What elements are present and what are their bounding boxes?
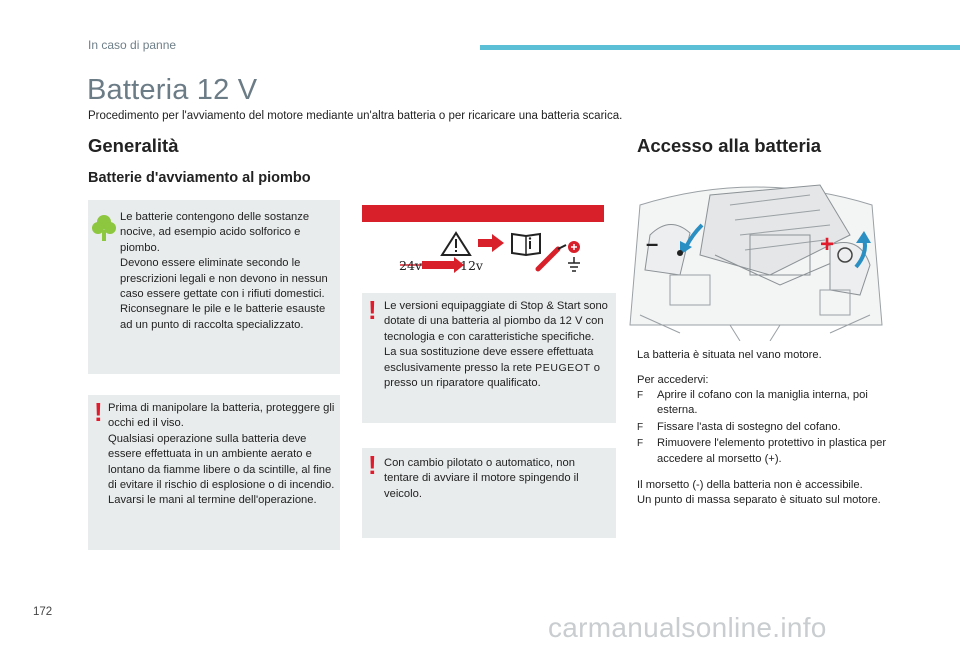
access-steps-list: [637, 388, 899, 468]
voltage-from-label: 24v: [399, 258, 422, 273]
section-label: In caso di panne: [88, 38, 177, 52]
gearbox-warning-text: Con cambio pilotato o automatico, non tentare di avviare il motore spingendo il veicolo.: [384, 457, 579, 500]
subheading-lead-batteries: Batterie d'avviamento al piombo: [88, 170, 311, 186]
eco-box-text: Le batterie contengono delle sostanze nocive, ad esempio acido solforico e piombo. Devono essere eliminate secondo le prescrizioni legali e non devono in nessun caso essere gettate con i rifiuti domestici. Riconsegnare le pile e le batterie esauste ad un punto di raccolta specializzato.: [120, 211, 328, 331]
list-item: [637, 420, 899, 435]
battery-location-caption: La batteria è situata nel vano motore.: [637, 349, 822, 361]
engine-bay-illustration: [620, 175, 892, 341]
stop-start-text: [384, 299, 612, 391]
warning-icon: !: [368, 450, 377, 480]
page-subtitle: Procedimento per l'avviamento del motore mediante un'altra batteria o per ricaricare una batteria scarica.: [88, 110, 623, 122]
stop-start-text-part1: Le versioni equipaggiate di Stop & Start sono dotate di una batteria al piombo da 12 V con tecnologia e con caratteristiche specifiche. La sua sostituzione deve essere effettuata esclusivamente presso la rete: [384, 300, 608, 374]
stop-start-text-part2: o presso un riparatore qualificato.: [384, 361, 600, 390]
page-title: Batteria 12 V: [87, 74, 258, 106]
brand-name: PEUGEOT: [535, 361, 591, 374]
bullet-icon: F: [637, 390, 644, 401]
step-text: Aprire il cofano con la maniglia interna, poi esterna.: [657, 389, 868, 417]
step-text: Fissare l'asta di sostegno del cofano.: [657, 420, 841, 433]
step-text: Rimuovere l'elemento protettivo in plastica per accedere al morsetto (+).: [657, 437, 887, 465]
bullet-icon: F: [637, 438, 644, 450]
heading-accesso-batteria: Accesso alla batteria: [637, 135, 822, 156]
access-intro: Per accedervi:: [637, 374, 709, 386]
gearbox-warning-box: [362, 448, 616, 538]
warning-handling-box: [88, 395, 340, 550]
negative-terminal-note: Il morsetto (-) della batteria non è accessibile. Un punto di massa separato è situato sul motore.: [637, 479, 881, 507]
plus-terminal-label: +: [820, 231, 835, 258]
heading-generalita: Generalità: [88, 135, 179, 156]
eco-tree-icon: [92, 214, 116, 242]
warning-icon: !: [368, 295, 377, 325]
stop-start-warning-box: [362, 293, 616, 423]
engine-bay-drawing: [620, 175, 892, 341]
voltage-to-label: 12v: [460, 258, 483, 273]
warning-icon: !: [94, 397, 103, 427]
accent-bar: [480, 45, 960, 50]
list-item: [637, 436, 899, 467]
bullet-icon: F: [637, 421, 644, 433]
voltage-banner: [362, 205, 604, 281]
page-number: 172: [33, 606, 53, 618]
eco-info-box: [88, 200, 340, 374]
minus-terminal-label: –: [646, 231, 659, 256]
watermark: carmanualsonline.info: [548, 612, 827, 643]
list-item: [637, 388, 899, 419]
warning-handling-text: Prima di manipolare la batteria, proteggere gli occhi ed il viso. Qualsiasi operazione sulla batteria deve essere effettuata in un ambiente aerato e lontano da fiamme libere o da scintille, al fine di evitare il rischio di esplosione o di incendio. Lavarsi le mani al termine dell'operazione.: [108, 402, 335, 507]
